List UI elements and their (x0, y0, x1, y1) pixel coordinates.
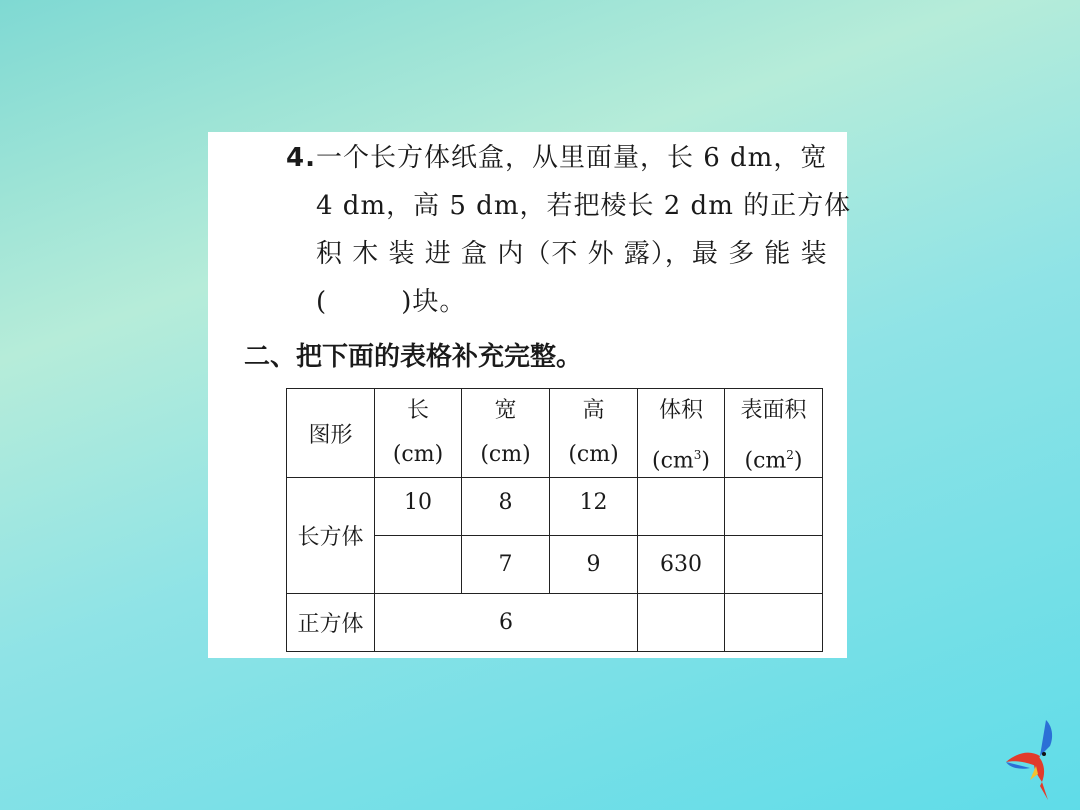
header-length (375, 389, 462, 478)
worksheet (208, 132, 852, 658)
header-volume-unit (638, 437, 724, 477)
table-row (287, 478, 823, 536)
unit-exponent: 2 (786, 448, 794, 462)
header-width (462, 389, 550, 478)
header-height (550, 389, 638, 478)
cell-volume-1 (638, 478, 725, 536)
header-height-label: 高 (582, 398, 605, 423)
header-width-unit: (cm) (480, 442, 531, 467)
unit-close: ) (701, 448, 710, 474)
unit-base: (cm (744, 448, 787, 474)
table-header-row (287, 389, 823, 478)
cell-surface-1 (725, 478, 823, 536)
header-surface (725, 389, 823, 478)
table-row (287, 594, 823, 652)
unit-exponent: 3 (693, 448, 702, 462)
question-line-2: 4 dm，高 5 dm，若把棱长 2 dm 的正方体 (316, 191, 852, 221)
parrot-icon (1000, 716, 1066, 804)
header-width-label: 宽 (494, 398, 517, 423)
question-text-1: 一个长方体纸盒，从里面量，长 6 dm，宽 (315, 143, 828, 173)
question-line-3: 积 木 装 进 盒 内（不 外 露），最 多 能 装 (316, 239, 828, 269)
cell-surface-3 (725, 594, 823, 652)
cell-length-1: 10 (375, 478, 462, 536)
question-line-4: ( )块。 (316, 287, 467, 317)
header-length-unit: (cm) (392, 442, 444, 467)
header-height-unit: (cm) (568, 442, 619, 467)
header-volume (638, 389, 725, 478)
cell-edge: 6 (375, 594, 638, 652)
cell-length-2 (375, 536, 462, 594)
cell-surface-2 (725, 536, 823, 594)
question-number: 4. (286, 143, 316, 173)
cell-height-2: 9 (550, 536, 638, 594)
cube-label: 正方体 (287, 594, 375, 652)
cell-height-1: 12 (550, 478, 638, 536)
header-surface-label: 表面积 (740, 398, 807, 423)
header-volume-label: 体积 (658, 398, 703, 423)
cell-width-1: 8 (462, 478, 550, 536)
cuboid-label: 长方体 (287, 478, 375, 594)
cell-volume-3 (638, 594, 725, 652)
dimension-table (286, 388, 823, 652)
cell-volume-2: 630 (638, 536, 725, 594)
cell-width-2: 7 (462, 536, 550, 594)
section-title: 二、把下面的表格补充完整。 (244, 342, 583, 372)
unit-base: (cm (652, 448, 694, 474)
header-shape: 图形 (287, 389, 375, 478)
header-surface-unit (725, 437, 822, 477)
unit-close: ) (793, 448, 803, 474)
question-line-1 (286, 142, 827, 174)
header-length-label: 长 (406, 398, 429, 423)
